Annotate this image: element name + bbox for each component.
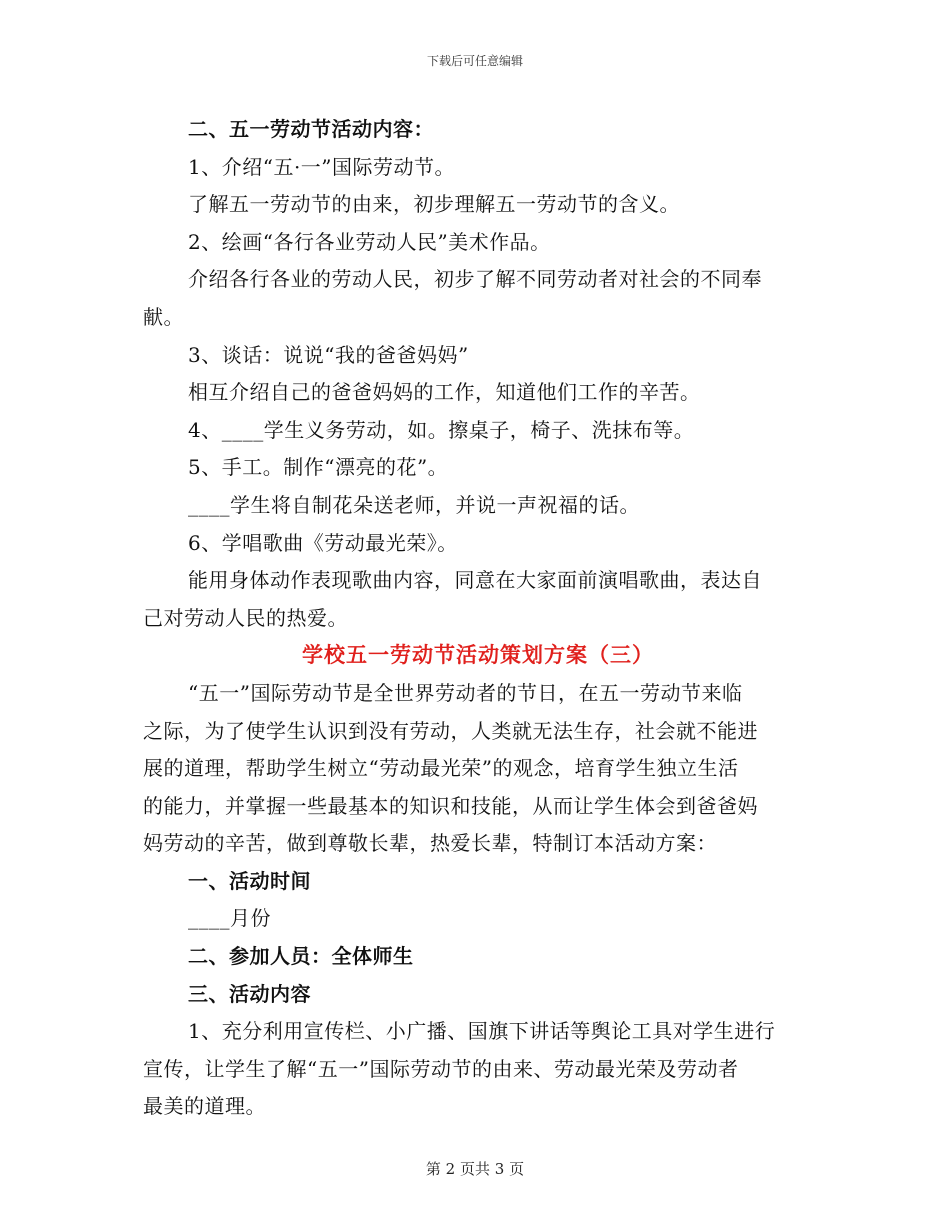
paragraph-line: ____月份	[188, 906, 271, 931]
paragraph-line: 的能力，并掌握一些最基本的知识和技能，从而让学生体会到爸爸妈	[143, 793, 758, 818]
paragraph-line: 了解五一劳动节的由来，初步理解五一劳动节的含义。	[188, 192, 680, 217]
paragraph-line: ____学生将自制花朵送老师，并说一声祝福的话。	[188, 492, 640, 517]
page-header: 下载后可任意编辑	[426, 54, 523, 68]
paragraph-line: 最美的道理。	[143, 1094, 266, 1119]
list-item: 3、谈话：说说“我的爸爸妈妈”	[188, 342, 469, 367]
list-item: 1、介绍“五·一”国际劳动节。	[188, 154, 456, 179]
paragraph-line: 能用身体动作表现歌曲内容，同意在大家面前演唱歌曲，表达自	[188, 568, 762, 593]
page-footer: 第 2 页共 3 页	[425, 1160, 525, 1178]
list-item: 6、学唱歌曲《劳动最光荣》。	[188, 530, 458, 555]
list-item: 2、绘画“各行各业劳动人民”美术作品。	[188, 229, 551, 254]
document-body	[143, 111, 813, 1126]
list-item: 5、手工。制作“漂亮的花”。	[188, 455, 449, 480]
section-heading: 三、活动内容	[188, 981, 311, 1006]
list-item: 4、____学生义务劳动，如。擦桌子，椅子、洗抹布等。	[188, 417, 695, 442]
paragraph-line: “五一”国际劳动节是全世界劳动者的节日，在五一劳动节来临	[188, 680, 743, 705]
paragraph-line: 献。	[143, 304, 184, 329]
section-heading: 二、参加人员：全体师生	[188, 944, 414, 969]
paragraph-line: 展的道理，帮助学生树立“劳动最光荣”的观念，培育学生独立生活	[143, 756, 739, 781]
paragraph-line: 己对劳动人民的热爱。	[143, 605, 348, 630]
paragraph-line: 妈劳动的辛苦，做到尊敬长辈，热爱长辈，特制订本活动方案：	[143, 831, 717, 856]
list-item: 1、充分利用宣传栏、小广播、国旗下讲话等舆论工具对学生进行	[188, 1019, 776, 1044]
section-heading: 二、五一劳动节活动内容：	[188, 117, 434, 141]
paragraph-line: 介绍各行各业的劳动人民，初步了解不同劳动者对社会的不同奉	[188, 267, 762, 292]
document-title: 学校五一劳动节活动策划方案（三）	[302, 643, 654, 668]
section-heading: 一、活动时间	[188, 868, 311, 893]
paragraph-line: 相互介绍自己的爸爸妈妈的工作，知道他们工作的辛苦。	[188, 380, 701, 405]
paragraph-line: 之际，为了使学生认识到没有劳动，人类就无法生存，社会就不能进	[143, 718, 758, 743]
paragraph-line: 宣传，让学生了解“五一”国际劳动节的由来、劳动最光荣及劳动者	[143, 1056, 739, 1081]
